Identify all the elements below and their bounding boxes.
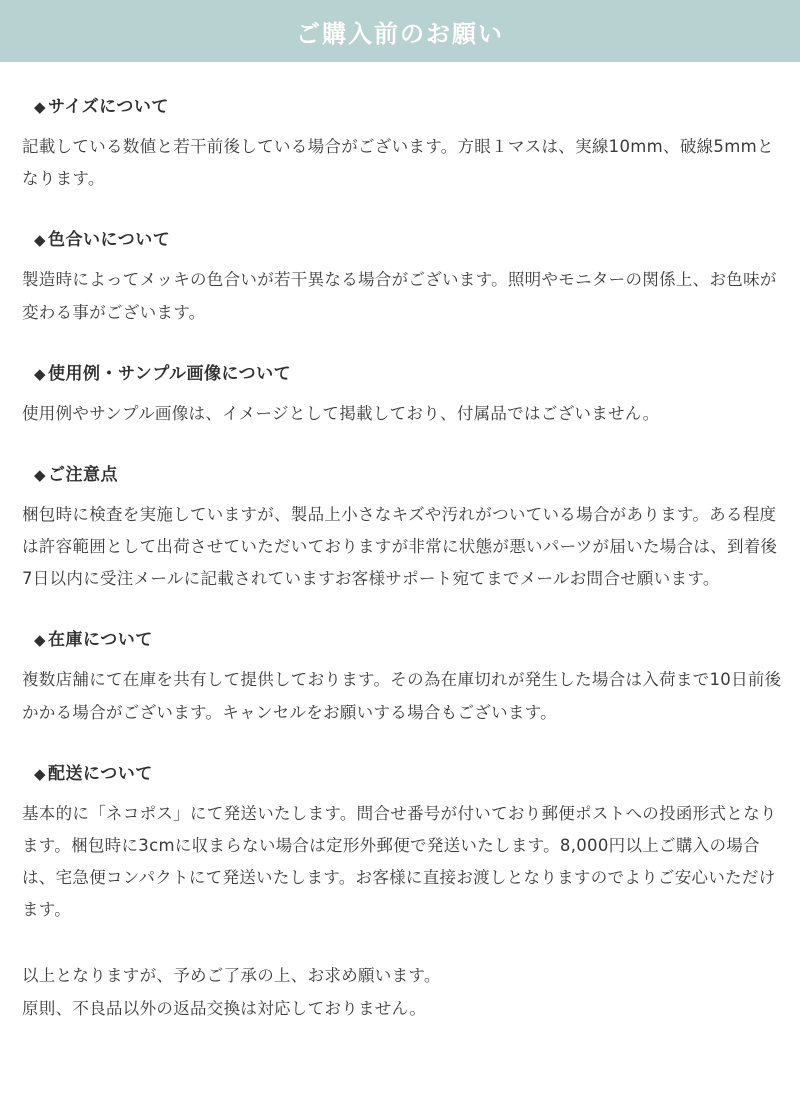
section-heading xyxy=(34,460,782,485)
section-stock xyxy=(18,625,782,728)
section-heading-label: ご注意点 xyxy=(48,464,119,485)
section-heading xyxy=(34,225,782,250)
section-body: 製造時によってメッキの色合いが若干異なる場合がございます。照明やモニターの関係上、お色味が変わる事がございます。 xyxy=(22,270,777,322)
closing-line-2: 原則、不良品以外の返品交換は対応しておりません。 xyxy=(22,998,427,1018)
closing-line-1: 以上となりますが、予めご了承の上、お求め願います。 xyxy=(22,966,441,986)
section-size xyxy=(18,92,782,195)
diamond-bullet-icon: ◆ xyxy=(34,231,47,250)
diamond-bullet-icon: ◆ xyxy=(34,764,47,783)
page-title: ご購入前のお願い xyxy=(296,19,504,48)
section-heading-label: 使用例・サンプル画像について xyxy=(48,363,292,384)
section-body: 記載している数値と若干前後している場合がございます。方眼１マスは、実線10mm、破線5mmとなります。 xyxy=(22,137,774,189)
section-heading-label: 色合いについて xyxy=(48,230,171,251)
section-heading xyxy=(34,92,782,117)
header-band xyxy=(0,0,800,62)
section-cautions xyxy=(18,460,782,596)
diamond-bullet-icon: ◆ xyxy=(34,98,47,116)
section-body: 複数店舗にて在庫を共有して提供しております。その為在庫切れが発生した場合は入荷まで10日前後かかる場合がございます。キャンセルをお願いする場合もございます。 xyxy=(22,670,782,722)
section-body: 梱包時に検査を実施していますが、製品上小さなキズや汚れがついている場合があります。ある程度は許容範囲として出荷させていただいておりますが非常に状態が悪いパーツが届いた場合は、到着後7日以内に受注メールに記載されていますお客様サポート宛てまでメールお問合せ願います。 xyxy=(22,504,778,589)
section-heading-label: 在庫について xyxy=(48,630,153,651)
diamond-bullet-icon: ◆ xyxy=(34,465,47,484)
section-heading-label: 配送について xyxy=(48,763,153,784)
section-shipping xyxy=(18,759,782,927)
section-body: 使用例やサンプル画像は、イメージとして掲載しており、付属品ではございません。 xyxy=(22,403,660,423)
section-heading-label: サイズについて xyxy=(48,97,169,117)
diamond-bullet-icon: ◆ xyxy=(34,631,47,650)
section-heading xyxy=(34,359,782,384)
diamond-bullet-icon: ◆ xyxy=(34,364,47,383)
section-sample-images xyxy=(18,359,782,430)
section-body: 基本的に「ネコポス」にて発送いたします。問合せ番号が付いており郵便ポストへの投函形式となります。梱包時に3cmに収まらない場合は定形外郵便で発送いたします。8,000円以上ご購入の場合は、宅急便コンパクトにて発送いたします。お客様に直接お渡しとなりますのでよりご安心いただけます。 xyxy=(22,803,777,920)
section-heading xyxy=(34,759,782,784)
content-area xyxy=(0,92,800,1035)
section-heading xyxy=(34,625,782,650)
closing-note xyxy=(22,960,782,1024)
section-color xyxy=(18,225,782,328)
